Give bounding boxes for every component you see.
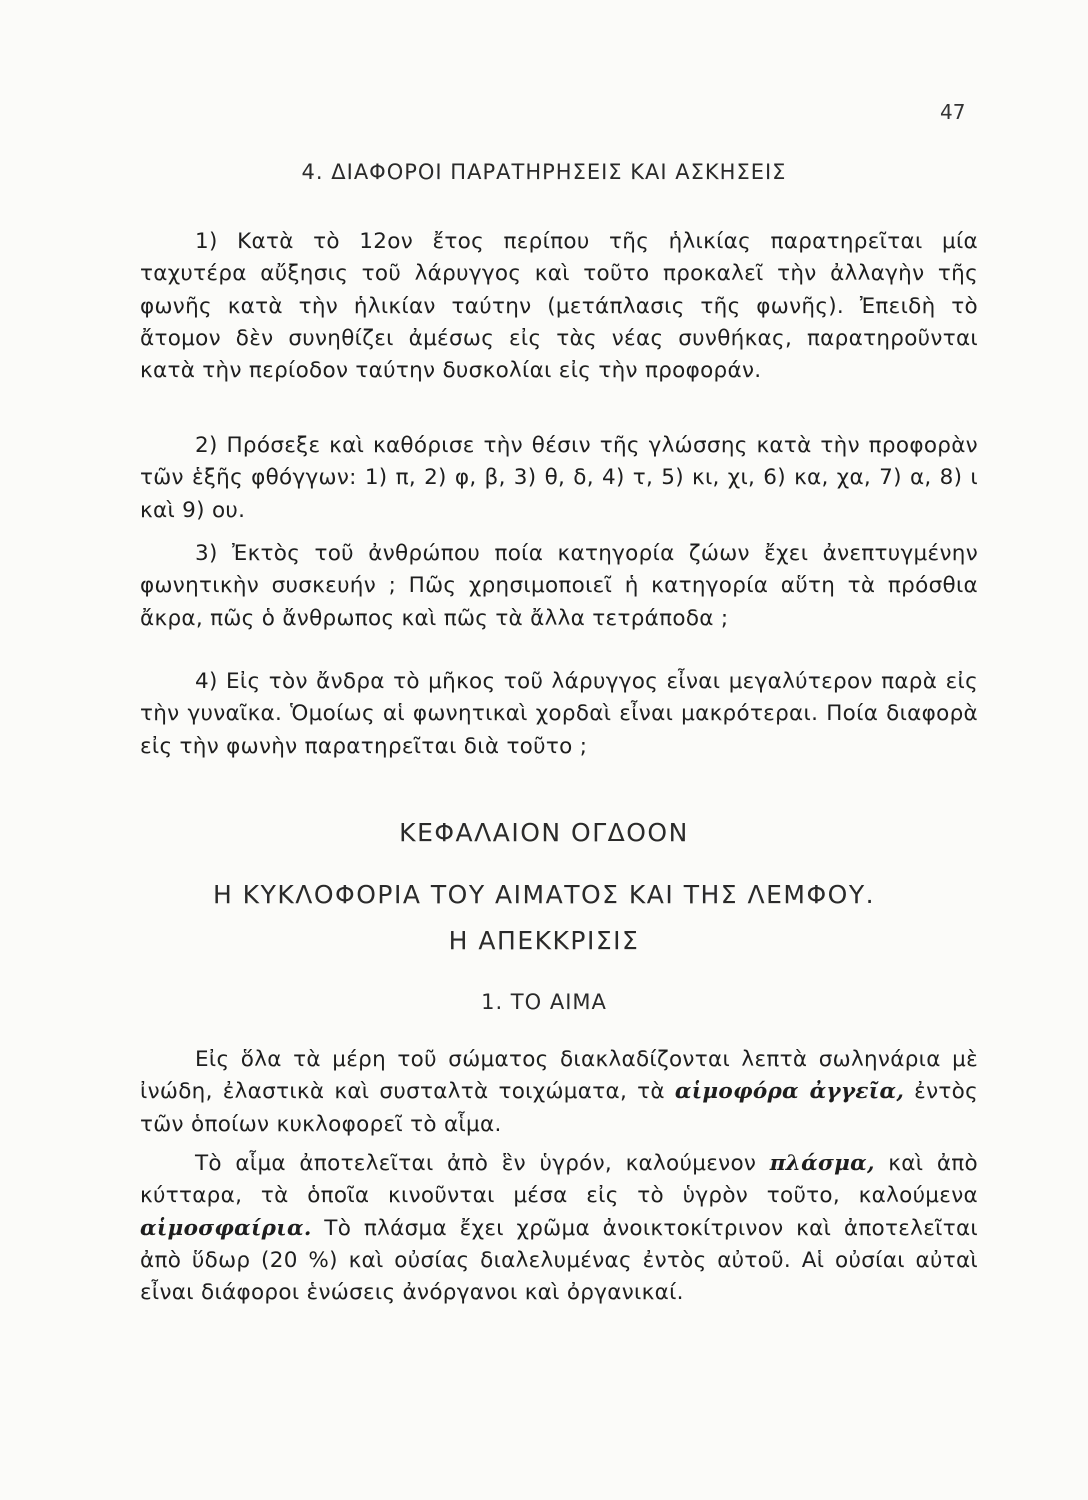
paragraph-4-text: 4) Εἰς τὸν ἄνδρα τὸ μῆκος τοῦ λάρυγγος εἶναι μεγαλύτερον παρὰ εἰς τὴν γυναῖκα. Ὁμοίως αἱ φωνητικαὶ χορδαὶ εἶναι μακρότεραι. Ποία διαφορὰ εἰς τὴν φωνὴν παρατηρεῖται διὰ τοῦτο ;	[140, 669, 978, 759]
paragraph-blood-vessels-text-a: Εἰς ὅλα τὰ μέρη τοῦ σώματος διακλαδίζονται λεπτὰ σωληνάρια μὲ ἰνώδη, ἐλαστικὰ καὶ συσταλτὰ τοιχώματα, τὰ	[140, 1047, 978, 1105]
section-heading-blood: 1. ΤΟ ΑΙΜΑ	[481, 990, 607, 1014]
paragraph-plasma-text-c: καὶ ἀπὸ κύτταρα, τὰ ὁποῖα κινοῦνται μέσα εἰς τὸ ὑγρὸν τοῦτο, καλούμενα	[140, 1151, 978, 1209]
section-heading-observations: 4. ΔΙΑΦΟΡΟΙ ΠΑΡΑΤΗΡΗΣΕΙΣ ΚΑΙ ΑΣΚΗΣΕΙΣ	[301, 160, 787, 184]
paragraph-2	[140, 430, 978, 527]
paragraph-4	[140, 666, 978, 763]
paragraph-plasma-text-a: Τὸ αἷμα ἀποτελεῖται ἀπὸ ἓν ὑγρόν, καλούμενον	[195, 1151, 770, 1176]
paragraph-3	[140, 538, 978, 635]
paragraph-1-text: 1) Κατὰ τὸ 12ον ἔτος περίπου τῆς ἡλικίας παρατηρεῖται μία ταχυτέρα αὔξησις τοῦ λάρυγγος καὶ τοῦτο προκαλεῖ τὴν ἀλλαγὴν τῆς φωνῆς κατὰ τὴν ἡλικίαν ταύτην (μετάπλασις τῆς φωνῆς). Ἐπειδὴ τὸ ἄτομον δὲν συνηθίζει ἀμέσως εἰς τὰς νέας συνθήκας, παρατηροῦνται κατὰ τὴν περίοδον ταύτην δυσκολίαι εἰς τὴν προφοράν.	[140, 229, 978, 384]
page-number: 47	[940, 100, 966, 124]
term-blood-vessels: αἱμοφόρα ἀγγεῖα,	[674, 1079, 905, 1105]
term-blood-cells: αἱμοσφαίρια.	[140, 1215, 312, 1241]
paragraph-plasma-text-e: Τὸ πλάσμα ἔχει χρῶμα ἀνοικτοκίτρινον καὶ ἀποτελεῖται ἀπὸ ὕδωρ (20 %) καὶ οὐσίας διαλελυμένας ἐντὸς αὐτοῦ. Αἱ οὐσίαι αὐταὶ εἶναι διάφοροι ἑνώσεις ἀνόργανοι καὶ ὀργανικαί.	[140, 1215, 978, 1306]
paragraph-blood-vessels	[140, 1044, 978, 1141]
paragraph-1	[140, 226, 978, 387]
chapter-title-line-1: Η ΚΥΚΛΟΦΟΡΙΑ ΤΟΥ ΑΙΜΑΤΟΣ ΚΑΙ ΤΗΣ ΛΕΜΦΟΥ.	[212, 880, 876, 909]
paragraph-plasma	[140, 1148, 978, 1309]
paragraph-3-text: 3) Ἐκτὸς τοῦ ἀνθρώπου ποία κατηγορία ζώων ἔχει ἀνεπτυγμένην φωνητικὴν συσκευήν ; Πῶς χρησιμοποιεῖ ἡ κατηγορία αὕτη τὰ πρόσθια ἄκρα, πῶς ὁ ἄνθρωπος καὶ πῶς τὰ ἄλλα τετράποδα ;	[140, 541, 978, 631]
paragraph-blood-vessels-text-c: ἐντὸς τῶν ὁποίων κυκλοφορεῖ τὸ αἷμα.	[140, 1079, 978, 1137]
chapter-number: ΚΕΦΑΛΑΙΟΝ ΟΓΔΟΟΝ	[399, 818, 689, 847]
term-plasma: πλάσμα,	[769, 1151, 875, 1176]
chapter-title-line-2: Η ΑΠΕΚΚΡΙΣΙΣ	[448, 926, 640, 955]
paragraph-2-text: 2) Πρόσεξε καὶ καθόρισε τὴν θέσιν τῆς γλώσσης κατὰ τὴν προφορὰν τῶν ἑξῆς φθόγγων: 1) π, 2) φ, β, 3) θ, δ, 4) τ, 5) κι, χι, 6) κα, χα, 7) α, 8) ι καὶ 9) ου.	[140, 433, 978, 523]
